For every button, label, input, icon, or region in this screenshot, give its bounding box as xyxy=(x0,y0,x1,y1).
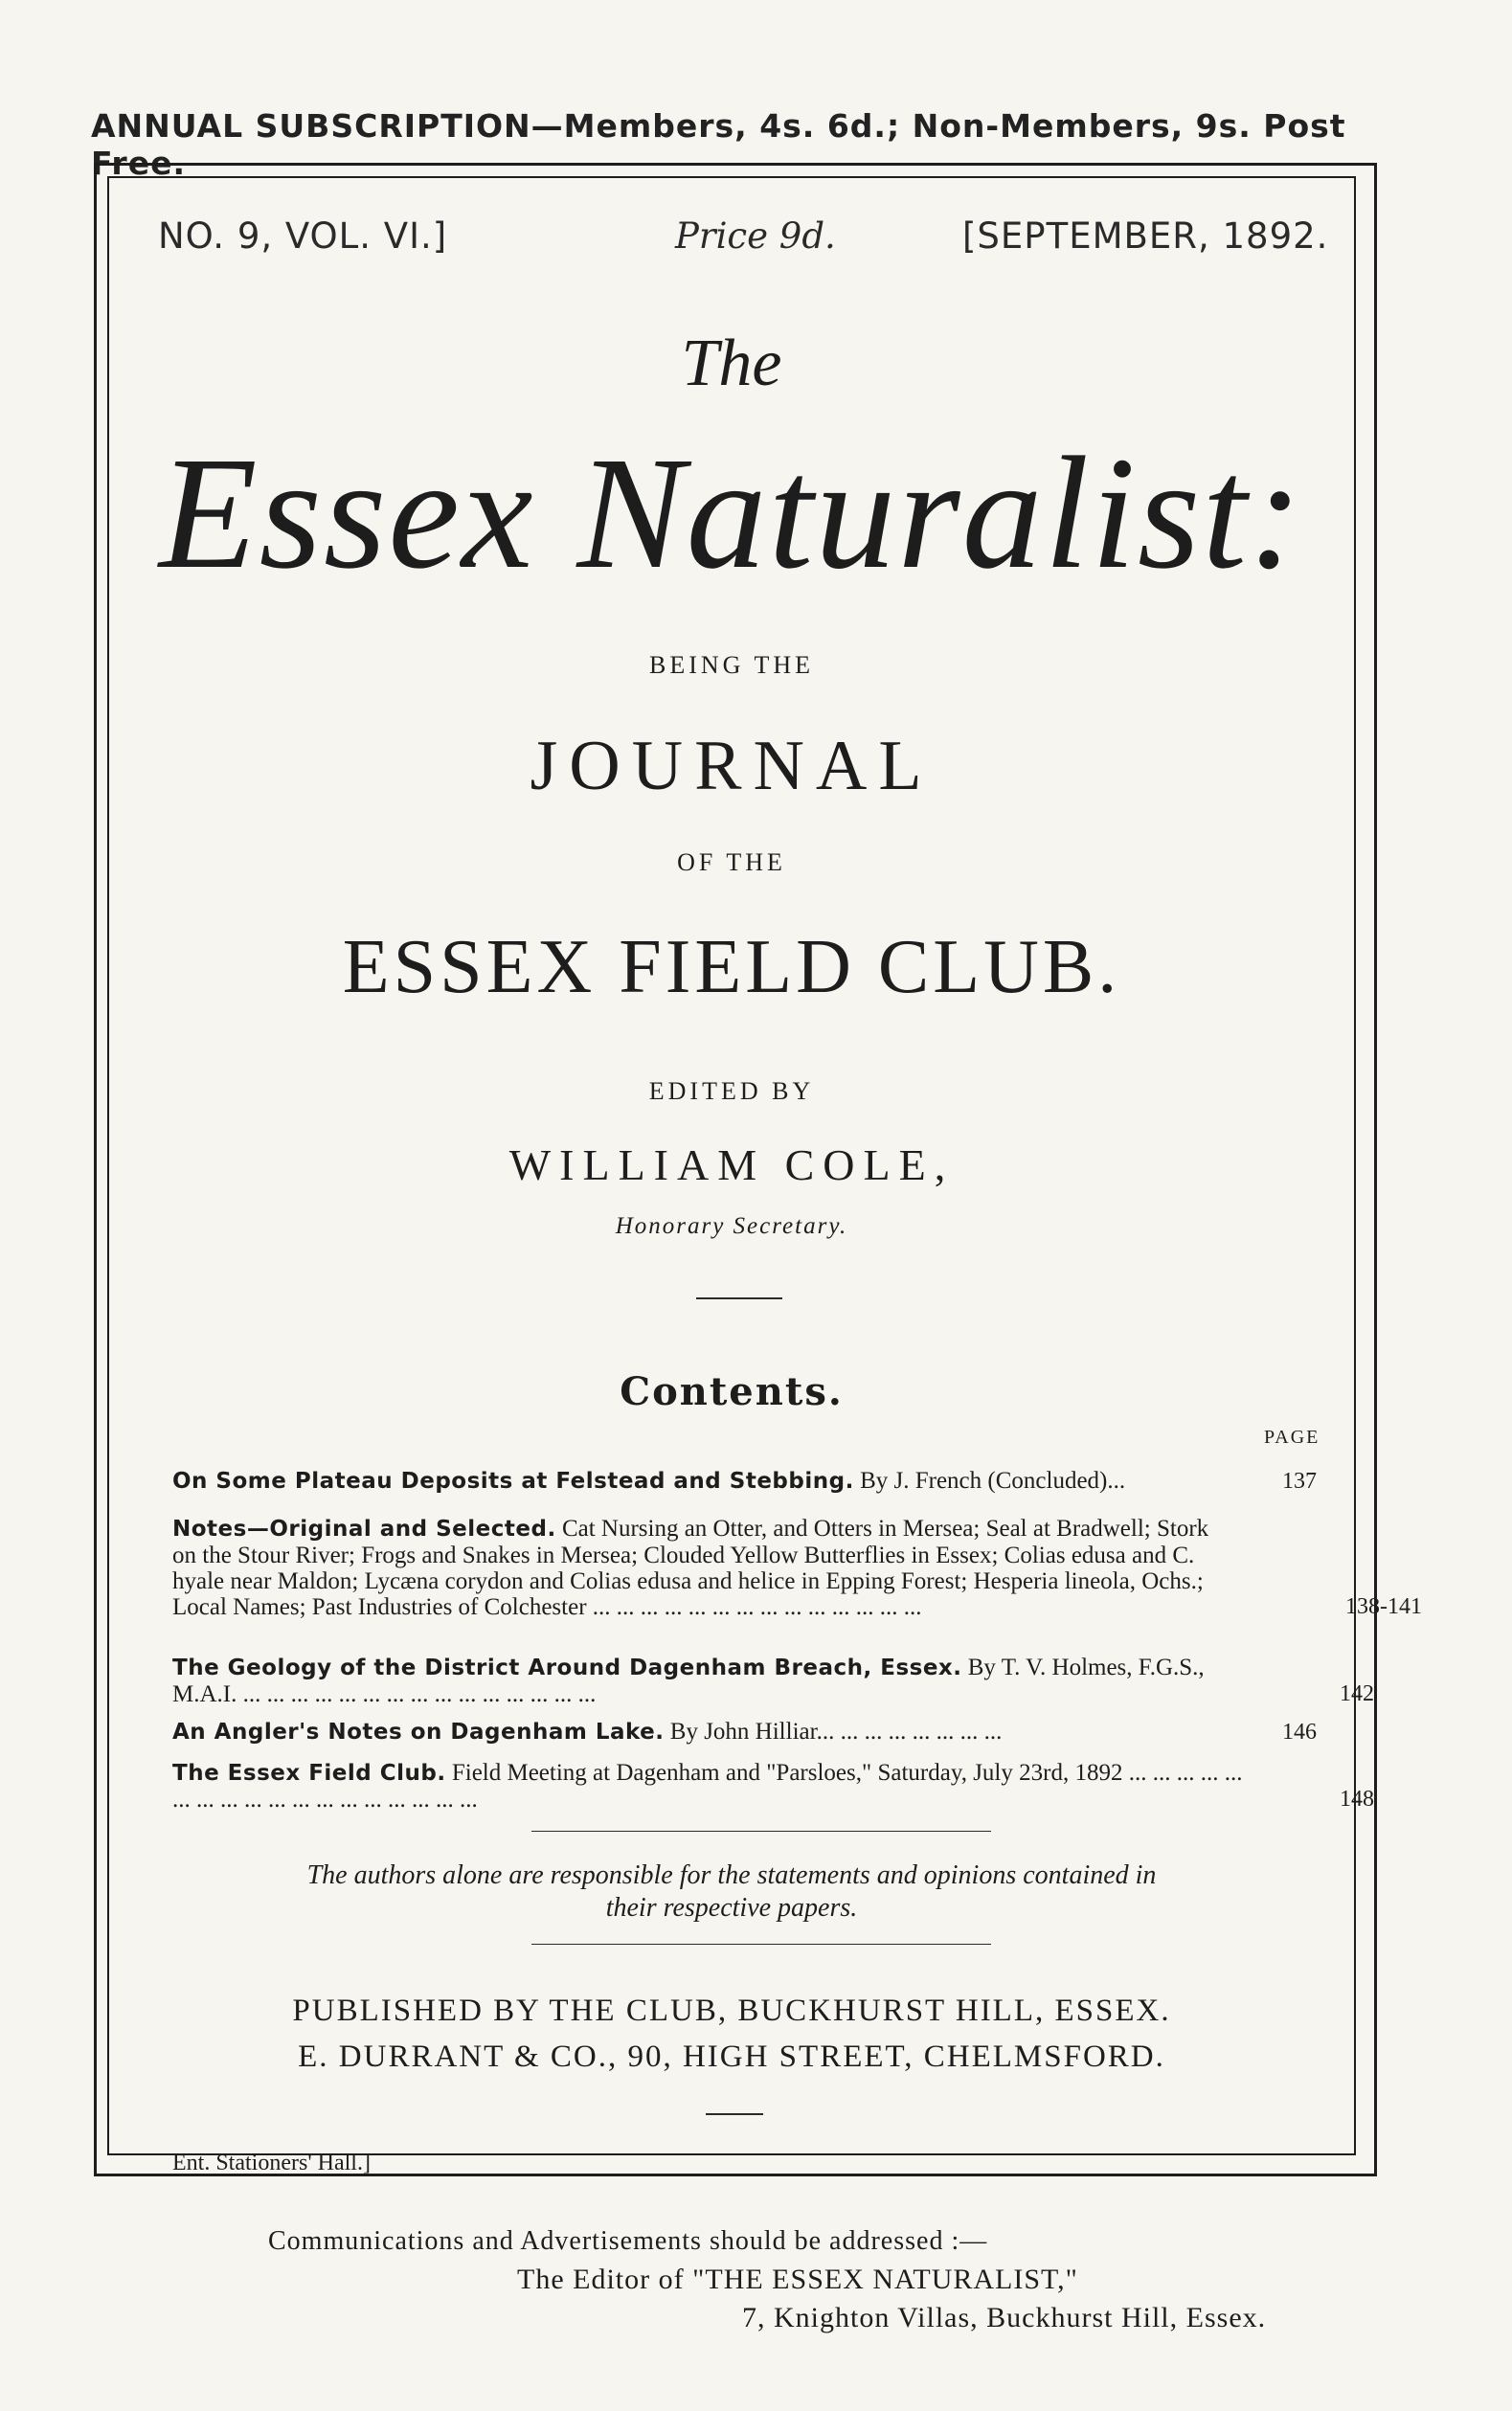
issue-price: Price 9d. xyxy=(675,215,836,257)
masthead-title: Essex Naturalist: xyxy=(159,424,1304,602)
entry-text: Cat Nursing an Otter, and Otters in Mersea; Seal at Bradwell; Stork on the Stour River; Frogs and Snakes in Mersea; Clouded Yellow Butterflies in Essex; Colias edusa and C. hyale near Maldon; Lycæna corydon and Colias edusa and helice in Epping Forest; Hesperia lineola, Ochs.; Local Names; Past Industries of Colchester ... ... ... ... ... ... ... ... ... ... ... ... ... ... xyxy=(172,1516,1209,1620)
stationers-hall-note: Ent. Stationers' Hall.] xyxy=(172,2151,371,2175)
entry-text: By John Hilliar... ... ... ... ... ... ... ... xyxy=(669,1719,1003,1745)
publisher-line: PUBLISHED BY THE CLUB, BUCKHURST HILL, ESSEX. xyxy=(292,1994,1171,2028)
contents-entry xyxy=(172,1719,1317,1746)
disclaimer: The authors alone are responsible for the statements and opinions contained in their respective papers. xyxy=(306,1860,1157,1923)
entry-title: The Essex Field Club. xyxy=(172,1761,446,1786)
divider xyxy=(696,1297,782,1299)
of-the: OF THE xyxy=(677,848,786,876)
entry-title: The Geology of the District Around Dagenham Breach, Essex. xyxy=(172,1656,962,1680)
divider xyxy=(706,2113,763,2115)
masthead-the: The xyxy=(681,327,782,400)
contents-entry xyxy=(172,1468,1317,1495)
contents-entry xyxy=(172,1760,1374,1813)
entry-page: 142 xyxy=(1340,1681,1374,1706)
contents-entry xyxy=(172,1516,1422,1620)
printer-line: E. DURRANT & CO., 90, HIGH STREET, CHELMSFORD. xyxy=(298,2039,1165,2074)
postal-address-line: 7, Knighton Villas, Buckhurst Hill, Essex. xyxy=(742,2302,1267,2333)
entry-title: Notes—Original and Selected. xyxy=(172,1517,556,1542)
club-heading: ESSEX FIELD CLUB. xyxy=(342,925,1121,1009)
entry-title: On Some Plateau Deposits at Felstead and Stebbing. xyxy=(172,1469,854,1494)
communications-line: Communications and Advertisements should be addressed :— xyxy=(268,2226,988,2256)
entry-page: 146 xyxy=(1282,1720,1317,1745)
contents-heading: Contents. xyxy=(620,1369,844,1414)
edited-by: EDITED BY xyxy=(648,1077,815,1105)
divider xyxy=(531,1944,991,1945)
page-column-label: PAGE xyxy=(1264,1427,1320,1448)
editor-role: Honorary Secretary. xyxy=(615,1213,848,1239)
entry-page: 138-141 xyxy=(1345,1594,1422,1619)
entry-text: Field Meeting at Dagenham and "Parsloes," Saturday, July 23rd, 1892 ... ... ... ... ... ... ... ... ... ... ... ... ... ... ... ... ... ... xyxy=(172,1760,1243,1813)
being-the: BEING THE xyxy=(648,651,814,679)
divider xyxy=(531,1831,991,1832)
subscription-notice: ANNUAL SUBSCRIPTION—Members, 4s. 6d.; Non-Members, 9s. Post Free. xyxy=(91,107,1346,182)
editor-address-line: The Editor of "THE ESSEX NATURALIST," xyxy=(517,2264,1078,2295)
entry-text: By T. V. Holmes, F.G.S., M.A.I. ... ... ... ... ... ... ... ... ... ... ... ... ... ... ... xyxy=(172,1655,1205,1707)
entry-page: 137 xyxy=(1282,1469,1317,1494)
editor-name: WILLIAM COLE, xyxy=(508,1140,955,1189)
entry-title: An Angler's Notes on Dagenham Lake. xyxy=(172,1720,665,1745)
contents-entry xyxy=(172,1655,1374,1707)
issue-number: NO. 9, VOL. VI.] xyxy=(158,215,448,257)
entry-page: 148 xyxy=(1340,1787,1374,1812)
issue-date: [SEPTEMBER, 1892. xyxy=(962,215,1329,257)
journal-heading: JOURNAL xyxy=(530,727,934,805)
entry-text: By J. French (Concluded)... xyxy=(860,1468,1126,1494)
